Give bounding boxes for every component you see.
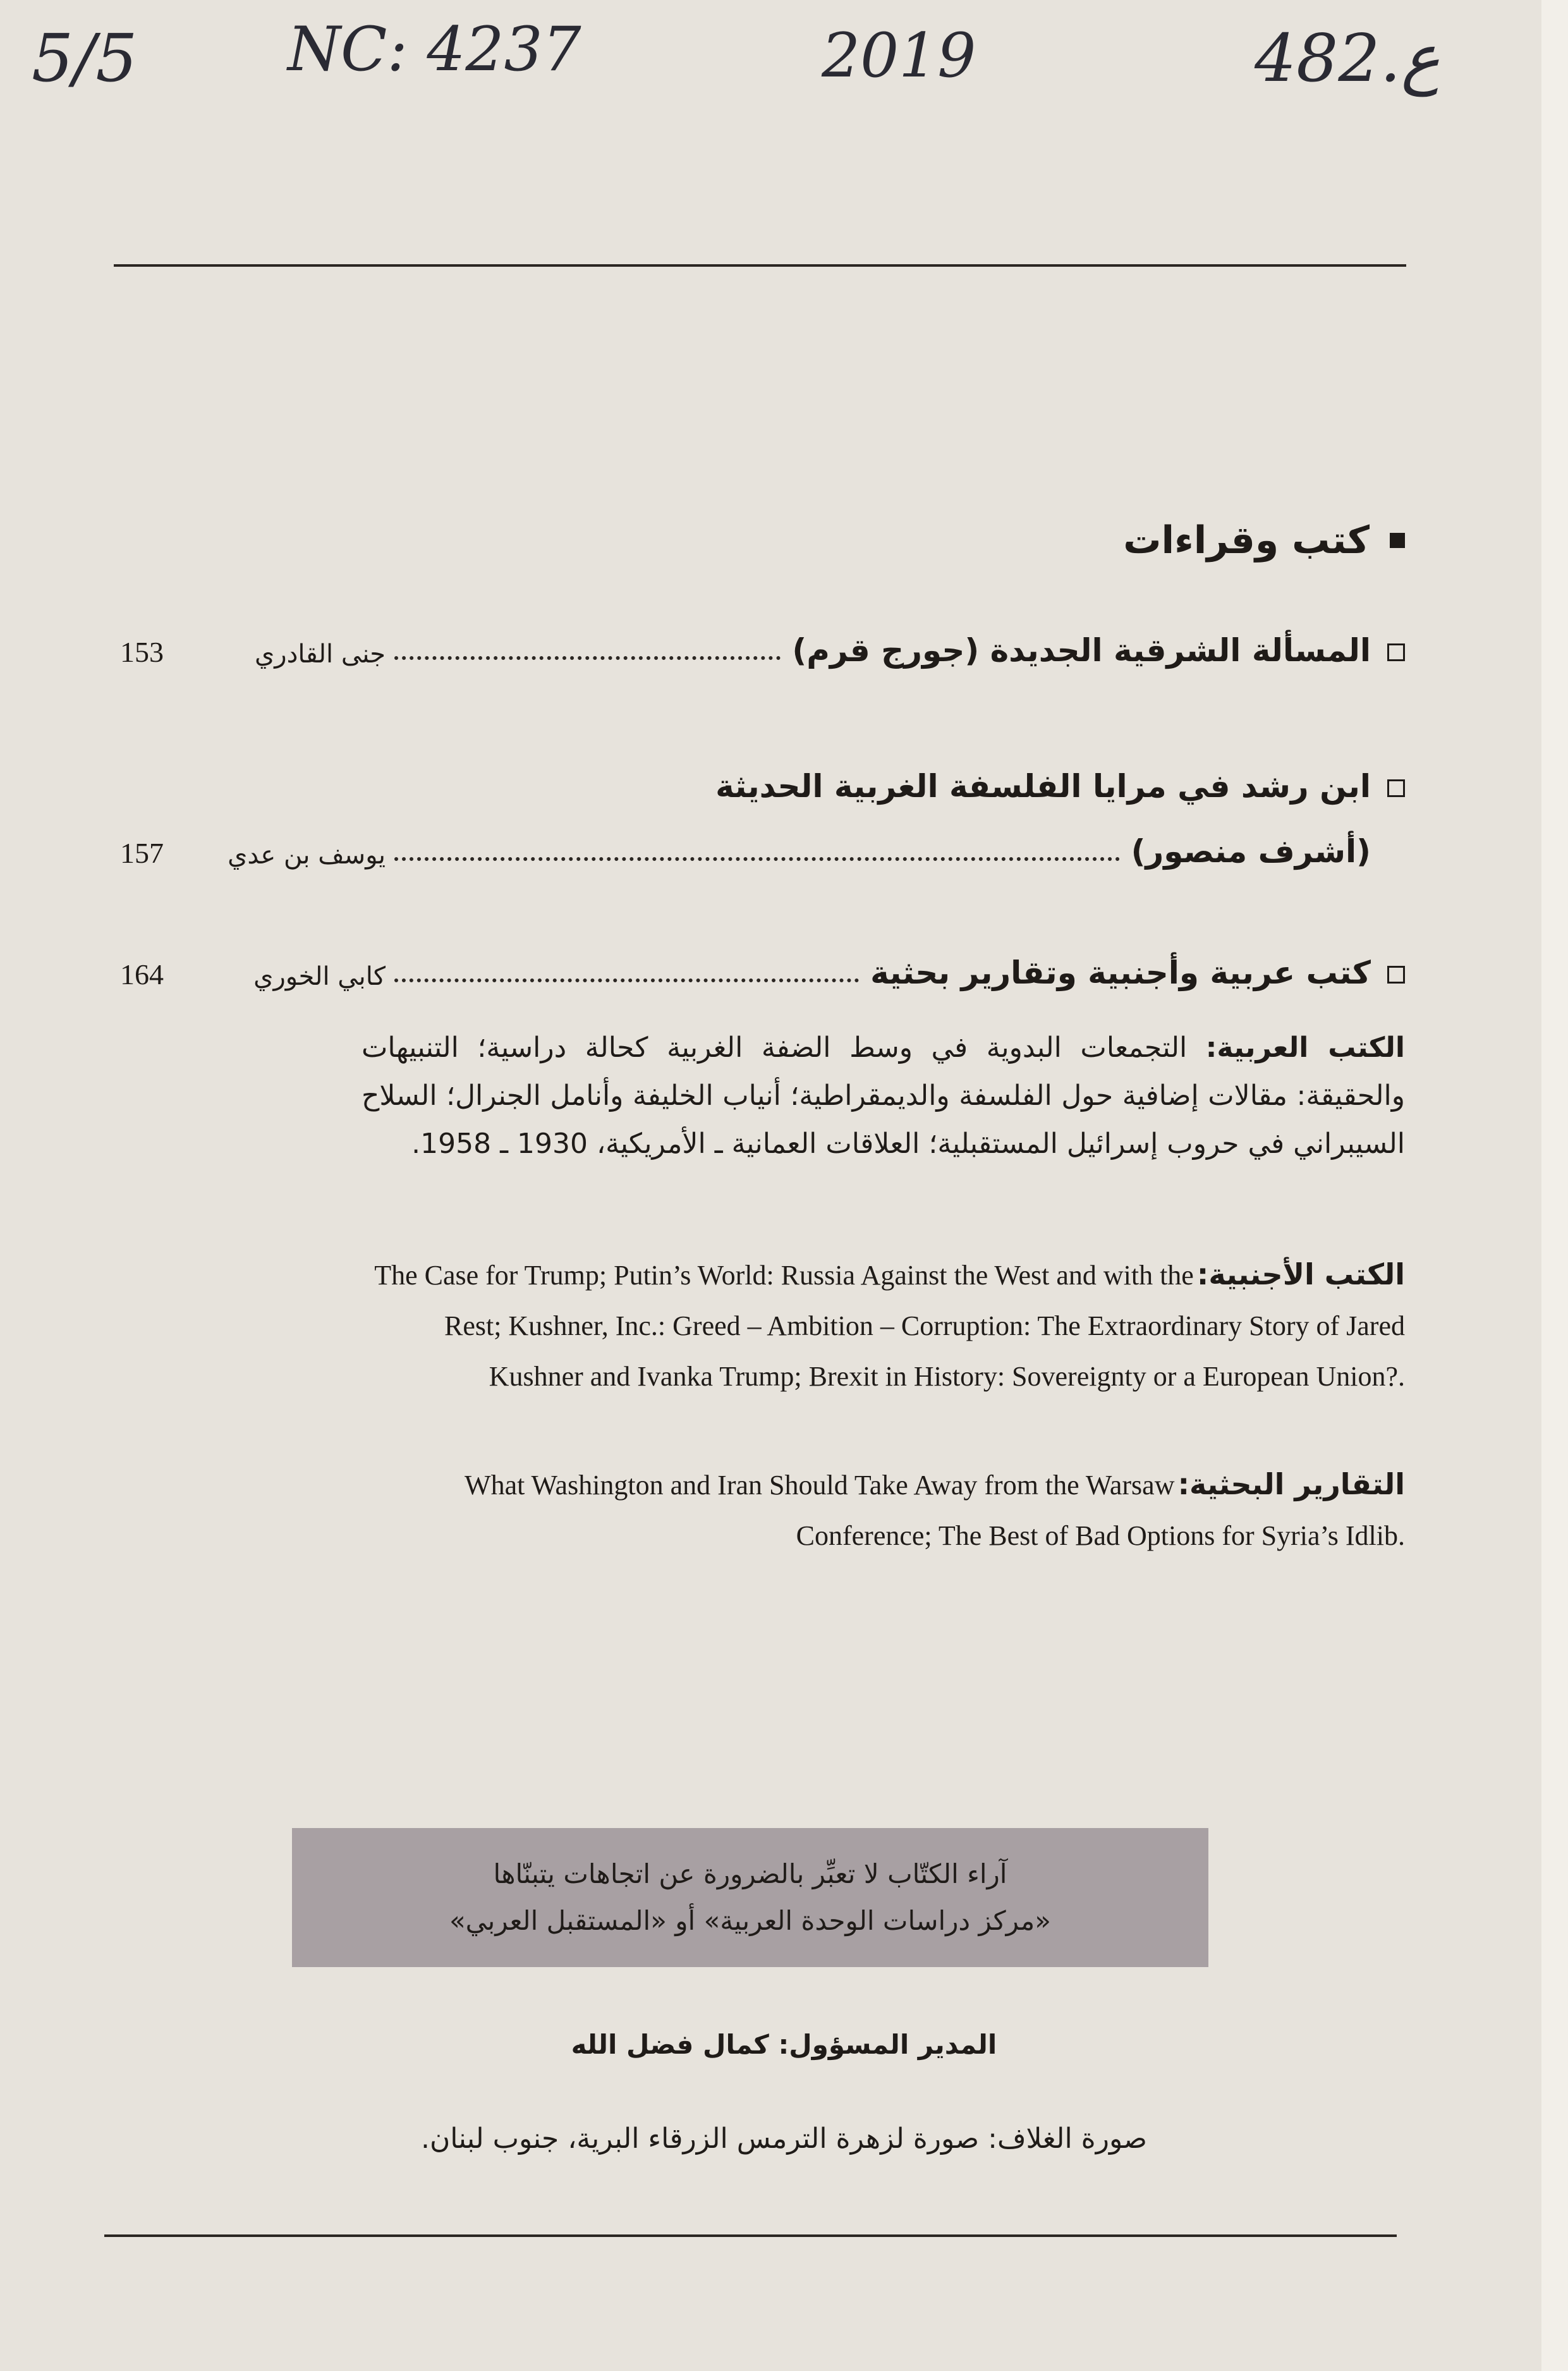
empty-square-icon <box>1387 643 1405 661</box>
dot-leader <box>394 857 1120 861</box>
page-edge <box>1541 0 1568 2371</box>
toc-entry-author: كابي الخوري <box>253 962 386 991</box>
research-reports-text: What Washington and Iran Should Take Away from the Warsaw Conference; The Best of Bad Options for Syria’s Idlib. <box>465 1470 1405 1551</box>
toc-entry-author: جنى القادري <box>254 640 386 669</box>
research-reports-label: التقارير البحثية: <box>1177 1467 1405 1501</box>
toc-entry-title: ابن رشد في مرايا الفلسفة الغربية الحديثة <box>715 768 1371 805</box>
cover-caption: صورة الغلاف: صورة لزهرة الترمس الزرقاء البرية، جنوب لبنان. <box>420 2123 1148 2155</box>
toc-entry-title-cont: (أشرف منصور) <box>1131 833 1371 870</box>
toc-entry-page: 157 <box>120 837 164 869</box>
toc-entry[interactable] <box>120 632 1405 669</box>
handwritten-note-number: 482.ع <box>1255 20 1440 97</box>
arabic-books-text: التجمعات البدوية في وسط الضفة الغربية كحالة دراسية؛ التنبيهات والحقيقة: مقالات إضافية حول الفلسفة والديمقراطية؛ أنياب الخليفة وأنامل الجنرال؛ السلاح السيبراني في حروب إسرائيل المستقبلية؛ العلاقات العمانية ـ الأمريكية، 1930 ـ 1958. <box>362 1032 1405 1160</box>
filled-square-icon <box>1390 533 1405 548</box>
toc-entry[interactable] <box>120 954 1405 991</box>
toc-entry-page: 153 <box>120 636 164 668</box>
toc-entry-title: المسألة الشرقية الجديدة (جورج قرم) <box>792 632 1371 669</box>
disclaimer-line: «مركز دراسات الوحدة العربية» أو «المستقبل العربي» <box>449 1905 1052 1936</box>
toc-entry[interactable] <box>120 768 1405 805</box>
handwritten-note-left: 5/5 <box>32 20 138 97</box>
research-reports-paragraph <box>362 1460 1405 1561</box>
foreign-books-paragraph <box>362 1250 1405 1402</box>
section-heading <box>1123 518 1405 563</box>
section-title: كتب وقراءات <box>1123 518 1370 563</box>
toc-entry-page: 164 <box>120 958 164 990</box>
handwritten-note-year: 2019 <box>822 20 976 91</box>
arabic-books-label: الكتب العربية: <box>1205 1032 1405 1064</box>
foreign-books-text: The Case for Trump; Putin’s World: Russia Against the West and with the Rest; Kushner, Inc.: Greed – Ambition – Corruption: The Extraordinary Story of Jared Kushner and Ivanka Trump; Brexit in History: Sovereignty or a European Union?. <box>374 1260 1405 1392</box>
disclaimer-box <box>292 1828 1208 1967</box>
toc-entry-title: كتب عربية وأجنبية وتقارير بحثية <box>870 954 1371 991</box>
bottom-divider <box>104 2234 1397 2237</box>
dot-leader <box>394 656 781 660</box>
empty-square-icon <box>1387 779 1405 797</box>
toc-entry-continuation[interactable] <box>120 833 1405 870</box>
handwritten-note-code: NC: 4237 <box>288 14 581 85</box>
toc-entry-author: يوسف بن عدي <box>228 841 386 870</box>
foreign-books-label: الكتب الأجنبية: <box>1196 1257 1405 1291</box>
top-divider <box>114 264 1406 267</box>
editor-credit: المدير المسؤول: كمال فضل الله <box>571 2029 997 2060</box>
disclaimer-line: آراء الكتّاب لا تعبِّر بالضرورة عن اتجاهات يتبنّاها <box>493 1858 1007 1889</box>
arabic-books-paragraph <box>362 1024 1405 1168</box>
empty-square-icon <box>1387 966 1405 984</box>
dot-leader <box>394 978 859 982</box>
